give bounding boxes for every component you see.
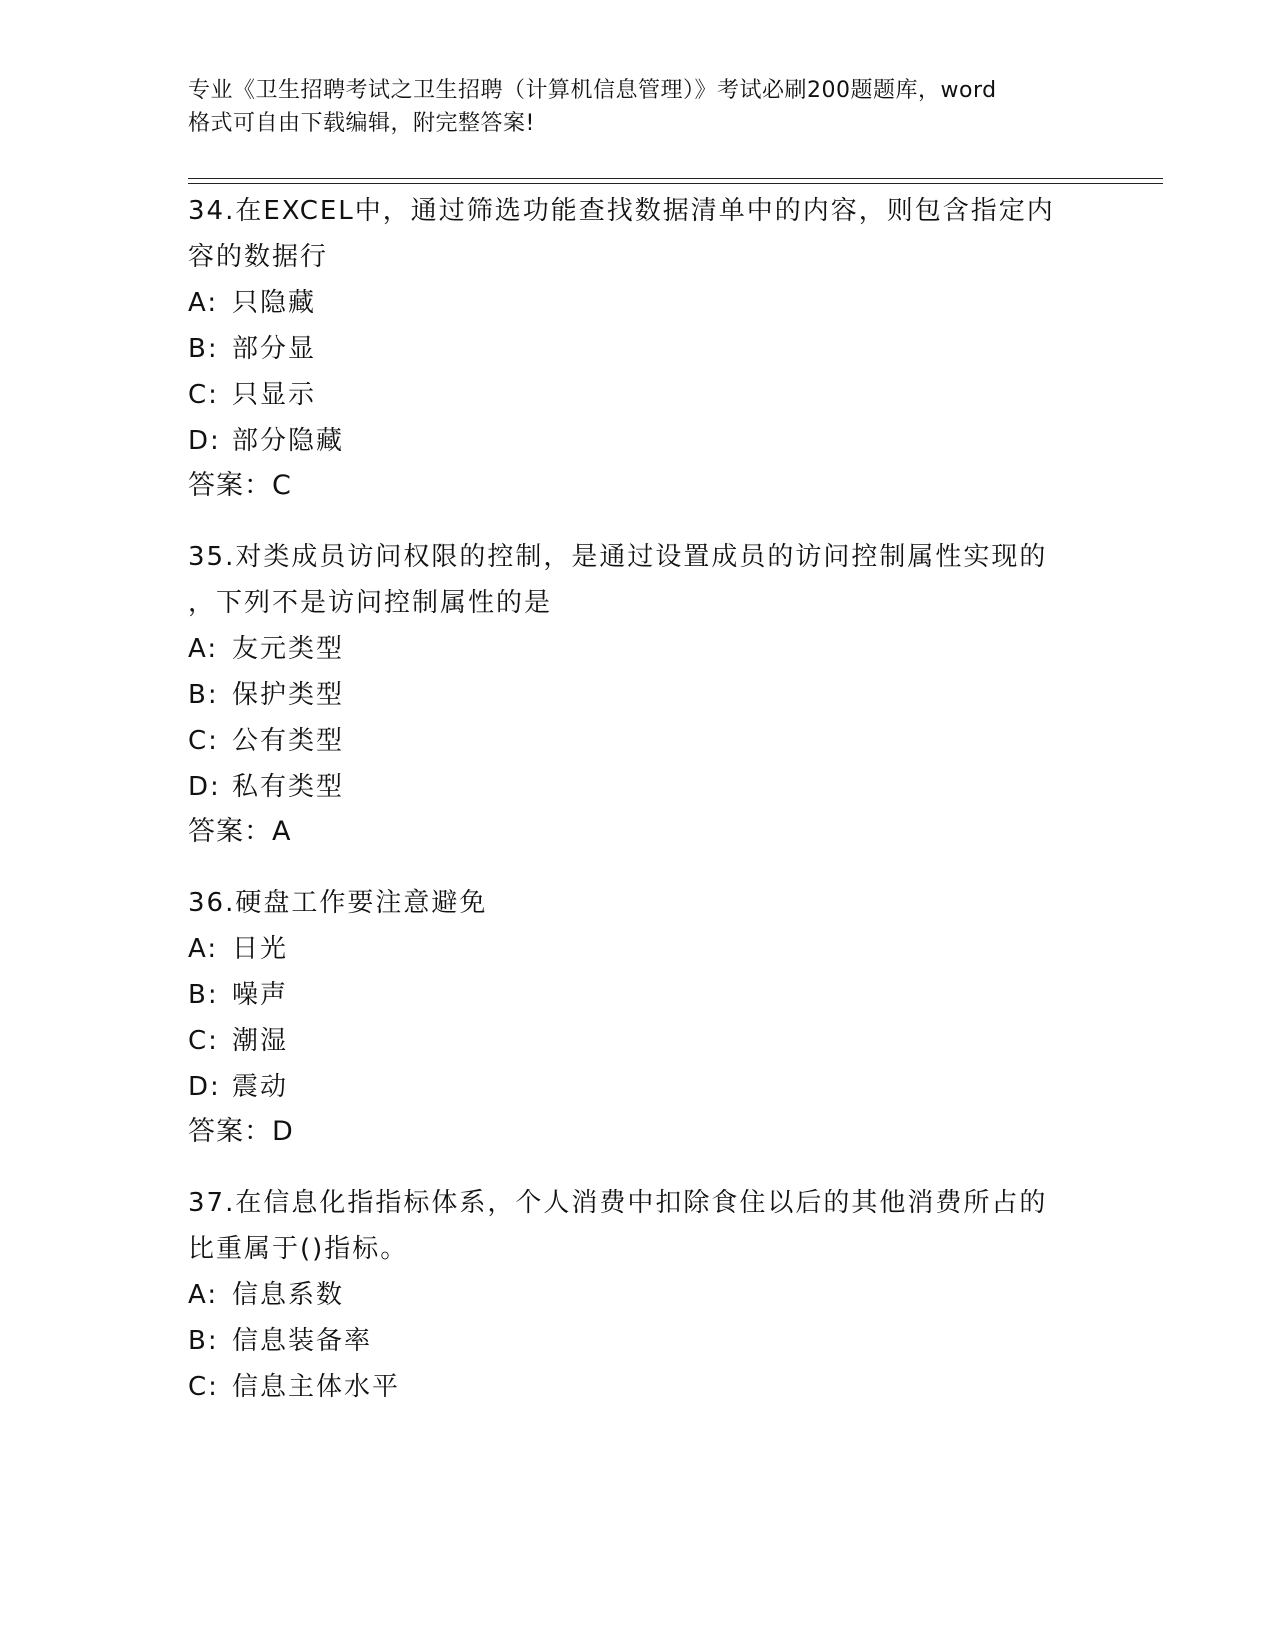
answer-line: 答案：A [188, 816, 292, 847]
option-key: C: [188, 726, 219, 756]
header-line-1: 专业《卫生招聘考试之卫生招聘（计算机信息管理）》考试必刷200题题库，word [188, 78, 997, 103]
question-text-line: 35.对类成员访问权限的控制，是通过设置成员的访问控制属性实现的 [188, 542, 1048, 572]
option-text: 信息主体水平 [232, 1372, 401, 1402]
option-a [188, 626, 1088, 672]
question-text-line: 37.在信息化指指标体系，个人消费中扣除食住以后的其他消费所占的 [188, 1188, 1048, 1218]
answer-line: 答案：D [188, 1116, 294, 1147]
option-key: C: [188, 1026, 219, 1056]
option-a [188, 1272, 1088, 1318]
option-key: D: [188, 1072, 221, 1102]
option-text: 信息系数 [232, 1280, 345, 1310]
option-c [188, 718, 1088, 764]
header-divider-top [188, 178, 1163, 179]
option-a [188, 280, 1088, 326]
option-d [188, 418, 1088, 464]
option-key: A: [188, 934, 219, 964]
option-key: D: [188, 426, 221, 456]
option-b [188, 672, 1088, 718]
option-text: 友元类型 [232, 634, 345, 664]
option-key: B: [188, 334, 219, 364]
option-b [188, 972, 1088, 1018]
option-text: 日光 [232, 934, 289, 964]
option-text: 噪声 [232, 980, 289, 1010]
question-37 [188, 1180, 1088, 1410]
option-key: A: [188, 288, 219, 318]
question-text-line: ，下列不是访问控制属性的是 [188, 588, 553, 618]
question-36 [188, 880, 1088, 1154]
option-key: A: [188, 634, 219, 664]
option-key: B: [188, 980, 219, 1010]
option-d [188, 764, 1088, 810]
option-key: A: [188, 1280, 219, 1310]
question-text-line: 容的数据行 [188, 242, 329, 272]
option-text: 保护类型 [232, 680, 345, 710]
header-divider-bottom [188, 183, 1163, 184]
header-line-2: 格式可自由下载编辑，附完整答案! [188, 111, 535, 136]
question-list [188, 188, 1088, 1436]
option-text: 部分显 [232, 334, 317, 364]
question-35 [188, 534, 1088, 854]
option-c [188, 1364, 1088, 1410]
option-key: D: [188, 772, 221, 802]
option-c [188, 372, 1088, 418]
option-key: C: [188, 1372, 219, 1402]
option-text: 只隐藏 [232, 288, 317, 318]
option-text: 只显示 [232, 380, 317, 410]
option-text: 部分隐藏 [232, 426, 345, 456]
option-text: 潮湿 [232, 1026, 289, 1056]
option-b [188, 326, 1088, 372]
question-text-line: 36.硬盘工作要注意避免 [188, 888, 488, 918]
option-key: B: [188, 1326, 219, 1356]
question-text-line: 34.在EXCEL中，通过筛选功能查找数据清单中的内容，则包含指定内 [188, 196, 1055, 226]
option-d [188, 1064, 1088, 1110]
option-text: 公有类型 [232, 726, 345, 756]
option-text: 私有类型 [232, 772, 345, 802]
option-key: C: [188, 380, 219, 410]
option-text: 震动 [232, 1072, 289, 1102]
question-34 [188, 188, 1088, 508]
option-a [188, 926, 1088, 972]
question-text-line: 比重属于()指标。 [188, 1234, 409, 1264]
option-b [188, 1318, 1088, 1364]
option-text: 信息装备率 [232, 1326, 373, 1356]
answer-line: 答案：C [188, 470, 292, 501]
document-header [188, 74, 1088, 140]
option-c [188, 1018, 1088, 1064]
option-key: B: [188, 680, 219, 710]
